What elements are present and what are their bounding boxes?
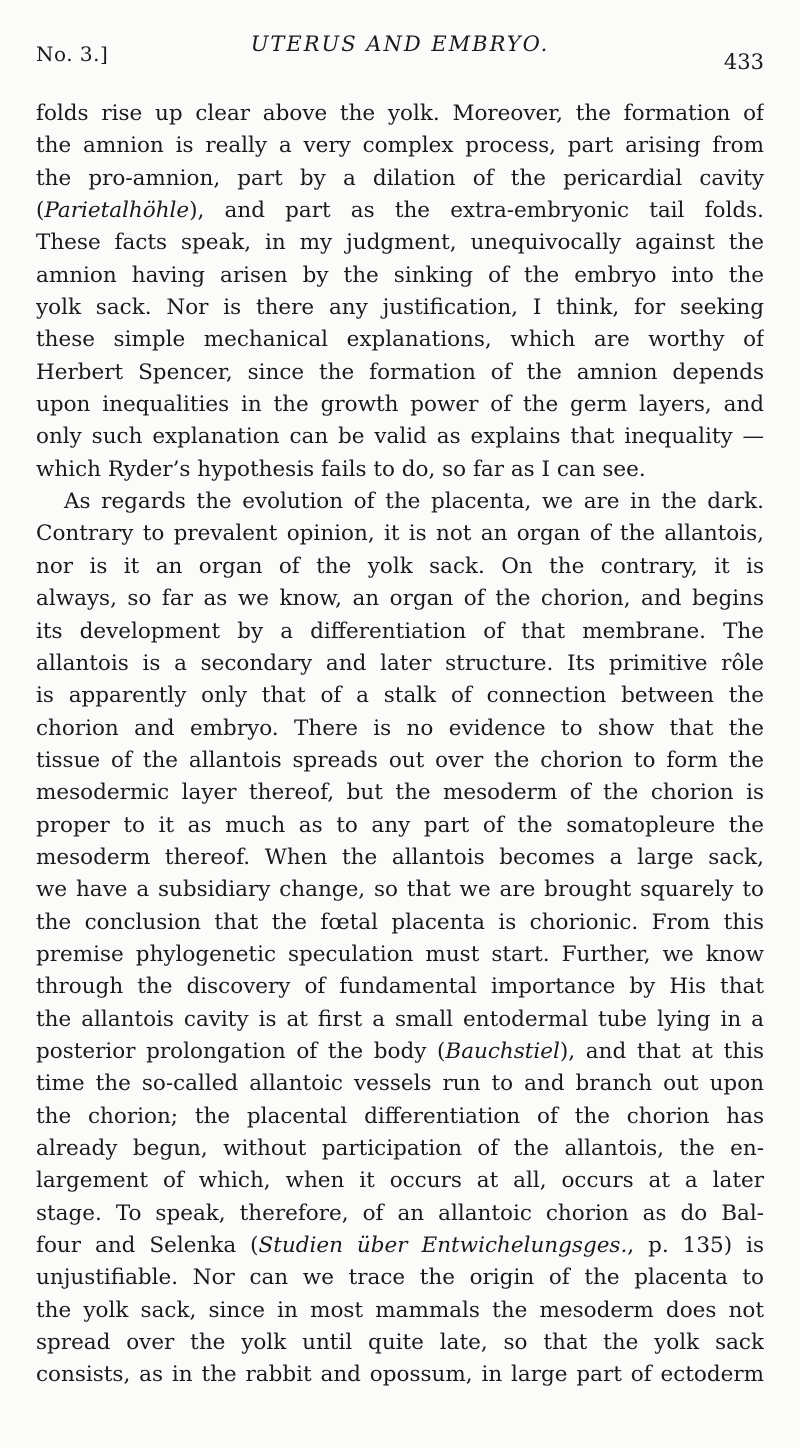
- text-line: the allantois cavity is at first a small entodermal tube lying in a: [36, 1006, 764, 1032]
- issue-number: No. 3.]: [36, 42, 109, 66]
- text-line: mesodermic layer thereof, but the mesoderm of the chorion is: [36, 780, 764, 806]
- text-line: unjustifiable. Nor can we trace the origin of the placenta to: [36, 1265, 764, 1291]
- text-line: the yolk sack, since in most mammals the mesoderm does not: [36, 1297, 764, 1323]
- text-line: the conclusion that the fœtal placenta is chorionic. From this: [36, 909, 764, 935]
- body-text: [36, 98, 764, 1392]
- text-line: the amnion is really a very complex process, part arising from: [36, 133, 764, 159]
- text-line: always, so far as we know, an organ of the chorion, and begins: [36, 586, 764, 612]
- text-line: four and Selenka (Studien über Entwichelungsges., p. 135) is: [36, 1233, 764, 1259]
- text-line: folds rise up clear above the yolk. Moreover, the formation of: [36, 101, 764, 126]
- text-line: chorion and embryo. There is no evidence to show that the: [36, 715, 764, 741]
- text-line: consists, as in the rabbit and opossum, in large part of ectoderm: [36, 1362, 764, 1388]
- text-line: largement of which, when it occurs at all, occurs at a later: [36, 1168, 764, 1194]
- running-head: [36, 28, 764, 76]
- text-line: amnion having arisen by the sinking of the embryo into the: [36, 262, 764, 288]
- text-line: Herbert Spencer, since the formation of the amnion depends: [36, 359, 764, 385]
- running-title: UTERUS AND EMBRYO.: [250, 32, 550, 56]
- text-line: its development by a differentiation of that membrane. The: [36, 618, 764, 644]
- text-line: through the discovery of fundamental importance by His that: [36, 974, 764, 1000]
- text-line: the chorion; the placental differentiation of the chorion has: [36, 1103, 764, 1129]
- text-line: tissue of the allantois spreads out over the chorion to form the: [36, 747, 764, 773]
- text-line: upon inequalities in the growth power of the germ layers, and: [36, 392, 764, 418]
- text-line: we have a subsidiary change, so that we are brought squarely to: [36, 877, 764, 903]
- text-line: time the so-called allantoic vessels run to and branch out upon: [36, 1071, 764, 1097]
- text-line: posterior prolongation of the body (Bauchstiel), and that at this: [36, 1038, 764, 1064]
- text-line: stage. To speak, therefore, of an allantoic chorion as do Bal-: [36, 1200, 764, 1226]
- text-line: premise phylogenetic speculation must start. Further, we know: [36, 941, 764, 967]
- text-line: As regards the evolution of the placenta, we are in the dark.: [64, 489, 764, 515]
- text-line: the pro-amnion, part by a dilation of the pericardial cavity: [36, 165, 764, 191]
- text-line: Contrary to prevalent opinion, it is not an organ of the allantois,: [36, 521, 764, 547]
- text-line: These facts speak, in my judgment, unequivocally against the: [36, 230, 764, 256]
- page-number: 433: [723, 50, 764, 74]
- text-line: is apparently only that of a stalk of connection between the: [36, 683, 764, 709]
- text-line: already begun, without participation of the allantois, the en-: [36, 1136, 764, 1161]
- text-line: mesoderm thereof. When the allantois becomes a large sack,: [36, 844, 764, 870]
- text-line: proper to it as much as to any part of the somatopleure the: [36, 812, 764, 838]
- text-line: which Ryder’s hypothesis fails to do, so far as I can see.: [36, 456, 646, 482]
- text-line: nor is it an organ of the yolk sack. On the contrary, it is: [36, 553, 764, 579]
- text-line: (Parietalhöhle), and part as the extra-embryonic tail folds.: [36, 198, 764, 224]
- text-line: yolk sack. Nor is there any justification, I think, for seeking: [36, 295, 764, 321]
- text-line: allantois is a secondary and later structure. Its primitive rôle: [36, 650, 764, 676]
- text-line: these simple mechanical explanations, which are worthy of: [36, 327, 764, 353]
- text-line: spread over the yolk until quite late, so that the yolk sack: [36, 1330, 764, 1356]
- text-line: only such explanation can be valid as explains that inequality —: [36, 424, 764, 450]
